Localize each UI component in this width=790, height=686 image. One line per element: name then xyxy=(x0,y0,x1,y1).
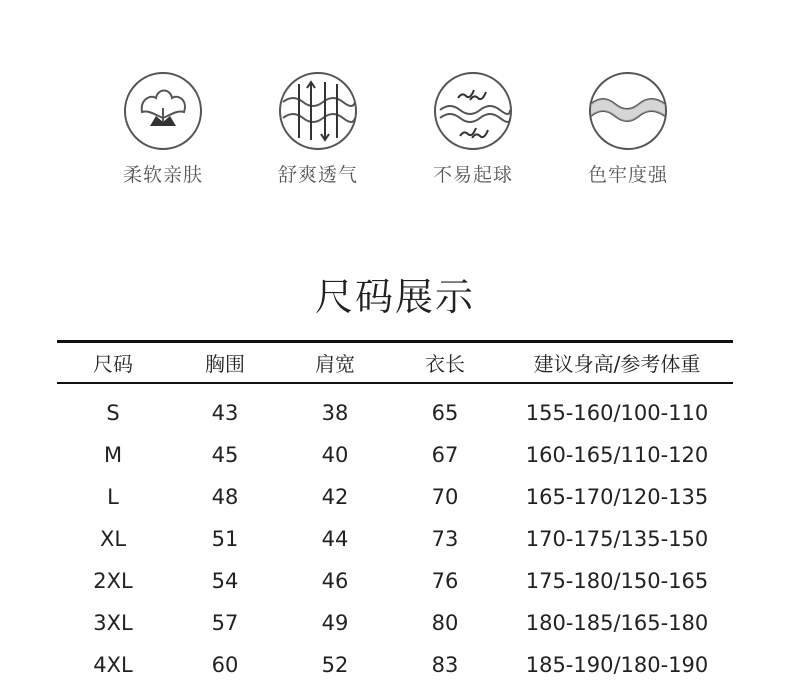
header-height-weight: 建议身高/参考体重 xyxy=(501,342,733,384)
cell-size: M xyxy=(103,443,123,467)
cell-shoulder: 38 xyxy=(321,401,349,425)
table-row xyxy=(57,383,733,434)
cell-chest: 54 xyxy=(211,569,239,593)
anti-pilling-icon xyxy=(432,70,514,152)
header-size: 尺码 xyxy=(57,342,169,384)
cell-chest: 60 xyxy=(211,653,239,677)
cell-height-weight: 180-185/165-180 xyxy=(525,611,709,635)
cell-shoulder: 40 xyxy=(321,443,349,467)
cell-length: 83 xyxy=(431,653,459,677)
table-row xyxy=(57,476,733,518)
feature-label: 舒爽透气 xyxy=(277,164,358,186)
cell-chest: 45 xyxy=(211,443,239,467)
cell-size: 2XL xyxy=(93,569,133,593)
cell-shoulder: 49 xyxy=(321,611,349,635)
cell-length: 76 xyxy=(431,569,459,593)
feature-icons-row xyxy=(0,70,790,190)
colorfast-icon xyxy=(587,70,669,152)
cell-chest: 51 xyxy=(211,527,239,551)
cell-length: 67 xyxy=(431,443,459,467)
feature-label: 不易起球 xyxy=(432,164,513,186)
cell-chest: 57 xyxy=(211,611,239,635)
cell-length: 73 xyxy=(431,527,459,551)
cell-height-weight: 155-160/100-110 xyxy=(525,401,709,425)
cotton-icon xyxy=(122,70,204,152)
cell-height-weight: 175-180/150-165 xyxy=(525,569,709,593)
header-length: 衣长 xyxy=(389,342,501,384)
cell-height-weight: 160-165/110-120 xyxy=(525,443,709,467)
feature-label: 色牢度强 xyxy=(587,164,668,186)
cell-shoulder: 52 xyxy=(321,653,349,677)
feature-soft xyxy=(88,70,238,187)
cell-length: 80 xyxy=(431,611,459,635)
feature-label: 柔软亲肤 xyxy=(122,164,203,186)
cell-size: 3XL xyxy=(93,611,133,635)
table-row xyxy=(57,434,733,476)
feature-anti-pilling xyxy=(398,70,548,187)
table-row xyxy=(57,644,733,686)
cell-size: L xyxy=(107,485,119,509)
cell-length: 65 xyxy=(431,401,459,425)
table-row xyxy=(57,518,733,560)
cell-chest: 48 xyxy=(211,485,239,509)
cell-height-weight: 170-175/135-150 xyxy=(525,527,709,551)
size-section-title: 尺码展示 xyxy=(314,275,475,319)
cell-shoulder: 44 xyxy=(321,527,349,551)
size-table xyxy=(57,340,733,686)
header-chest: 胸围 xyxy=(169,342,281,384)
cell-size: S xyxy=(106,401,120,425)
header-shoulder: 肩宽 xyxy=(281,342,389,384)
cell-shoulder: 46 xyxy=(321,569,349,593)
feature-colorfast xyxy=(553,70,703,187)
cell-length: 70 xyxy=(431,485,459,509)
cell-height-weight: 165-170/120-135 xyxy=(525,485,709,509)
cell-height-weight: 185-190/180-190 xyxy=(525,653,709,677)
cell-chest: 43 xyxy=(211,401,239,425)
breathable-icon xyxy=(277,70,359,152)
table-row xyxy=(57,602,733,644)
table-header-row xyxy=(57,342,733,384)
feature-breathable xyxy=(243,70,393,187)
table-row xyxy=(57,560,733,602)
cell-size: 4XL xyxy=(93,653,133,677)
cell-size: XL xyxy=(99,527,127,551)
cell-shoulder: 42 xyxy=(321,485,349,509)
